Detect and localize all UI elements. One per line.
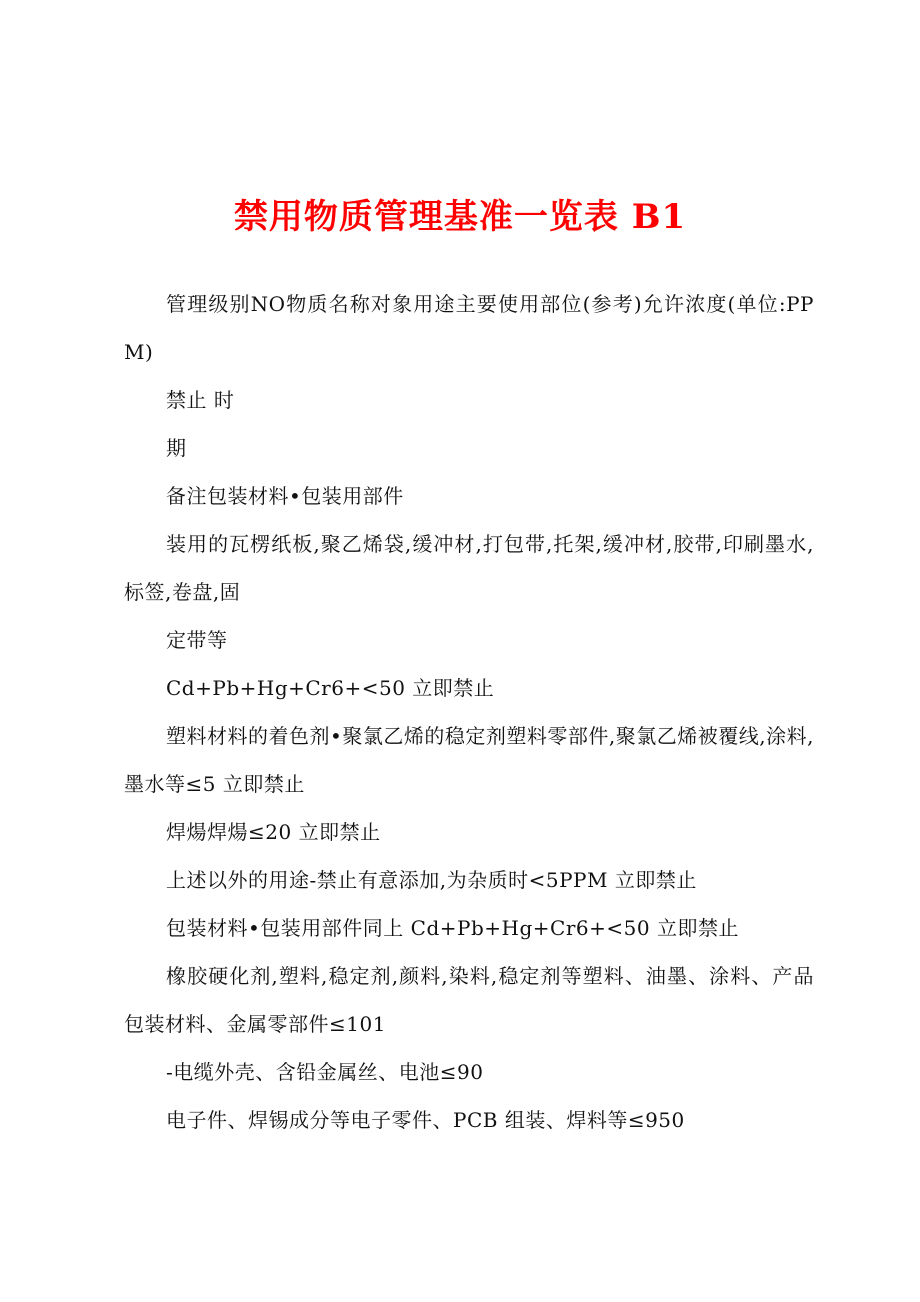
- paragraph-other-uses: 上述以外的用途-禁止有意添加,为杂质时<5PPM 立即禁止: [166, 868, 697, 892]
- paragraph-packaging-list: 装用的瓦楞纸板,聚乙烯袋,缓冲材,打包带,托架,缓冲材,胶带,印刷墨水,标签,卷盘,固: [124, 532, 814, 604]
- paragraph-heavy-metals-limit: Cd+Pb+Hg+Cr6+<50 立即禁止: [166, 676, 495, 700]
- paragraph-cable-battery: -电缆外壳、含铅金属丝、电池≤90: [166, 1060, 484, 1084]
- paragraph-header: 管理级别NO物质名称对象用途主要使用部位(参考)允许浓度(单位:PPM): [124, 292, 814, 364]
- document-body: [124, 280, 814, 1144]
- paragraph-period: 期: [166, 436, 187, 460]
- paragraph-remarks: 备注包装材料•包装用部件: [166, 484, 404, 508]
- paragraph-fixing-band: 定带等: [166, 628, 228, 652]
- paragraph-packaging-same: 包装材料•包装用部件同上 Cd+Pb+Hg+Cr6+<50 立即禁止: [166, 916, 739, 940]
- paragraph-prohibition-time: 禁止 时: [166, 388, 235, 412]
- paragraph-solder: 焊煬焊煬≤20 立即禁止: [166, 820, 381, 844]
- paragraph-electronic-parts: 电子件、焊锡成分等电子零件、PCB 组装、焊料等≤950: [166, 1108, 685, 1132]
- paragraph-plastic-colorant: 塑料材料的着色剂•聚氯乙烯的稳定剂塑料零部件,聚氯乙烯被覆线,涂料,墨水等≤5 立即禁止: [124, 724, 814, 796]
- paragraph-rubber-hardener: 橡胶硬化剂,塑料,稳定剂,颜料,染料,稳定剂等塑料、油墨、涂料、产品包装材料、金属零部件≤101: [124, 964, 814, 1036]
- document-title: 禁用物质管理基准一览表 B1: [233, 197, 687, 237]
